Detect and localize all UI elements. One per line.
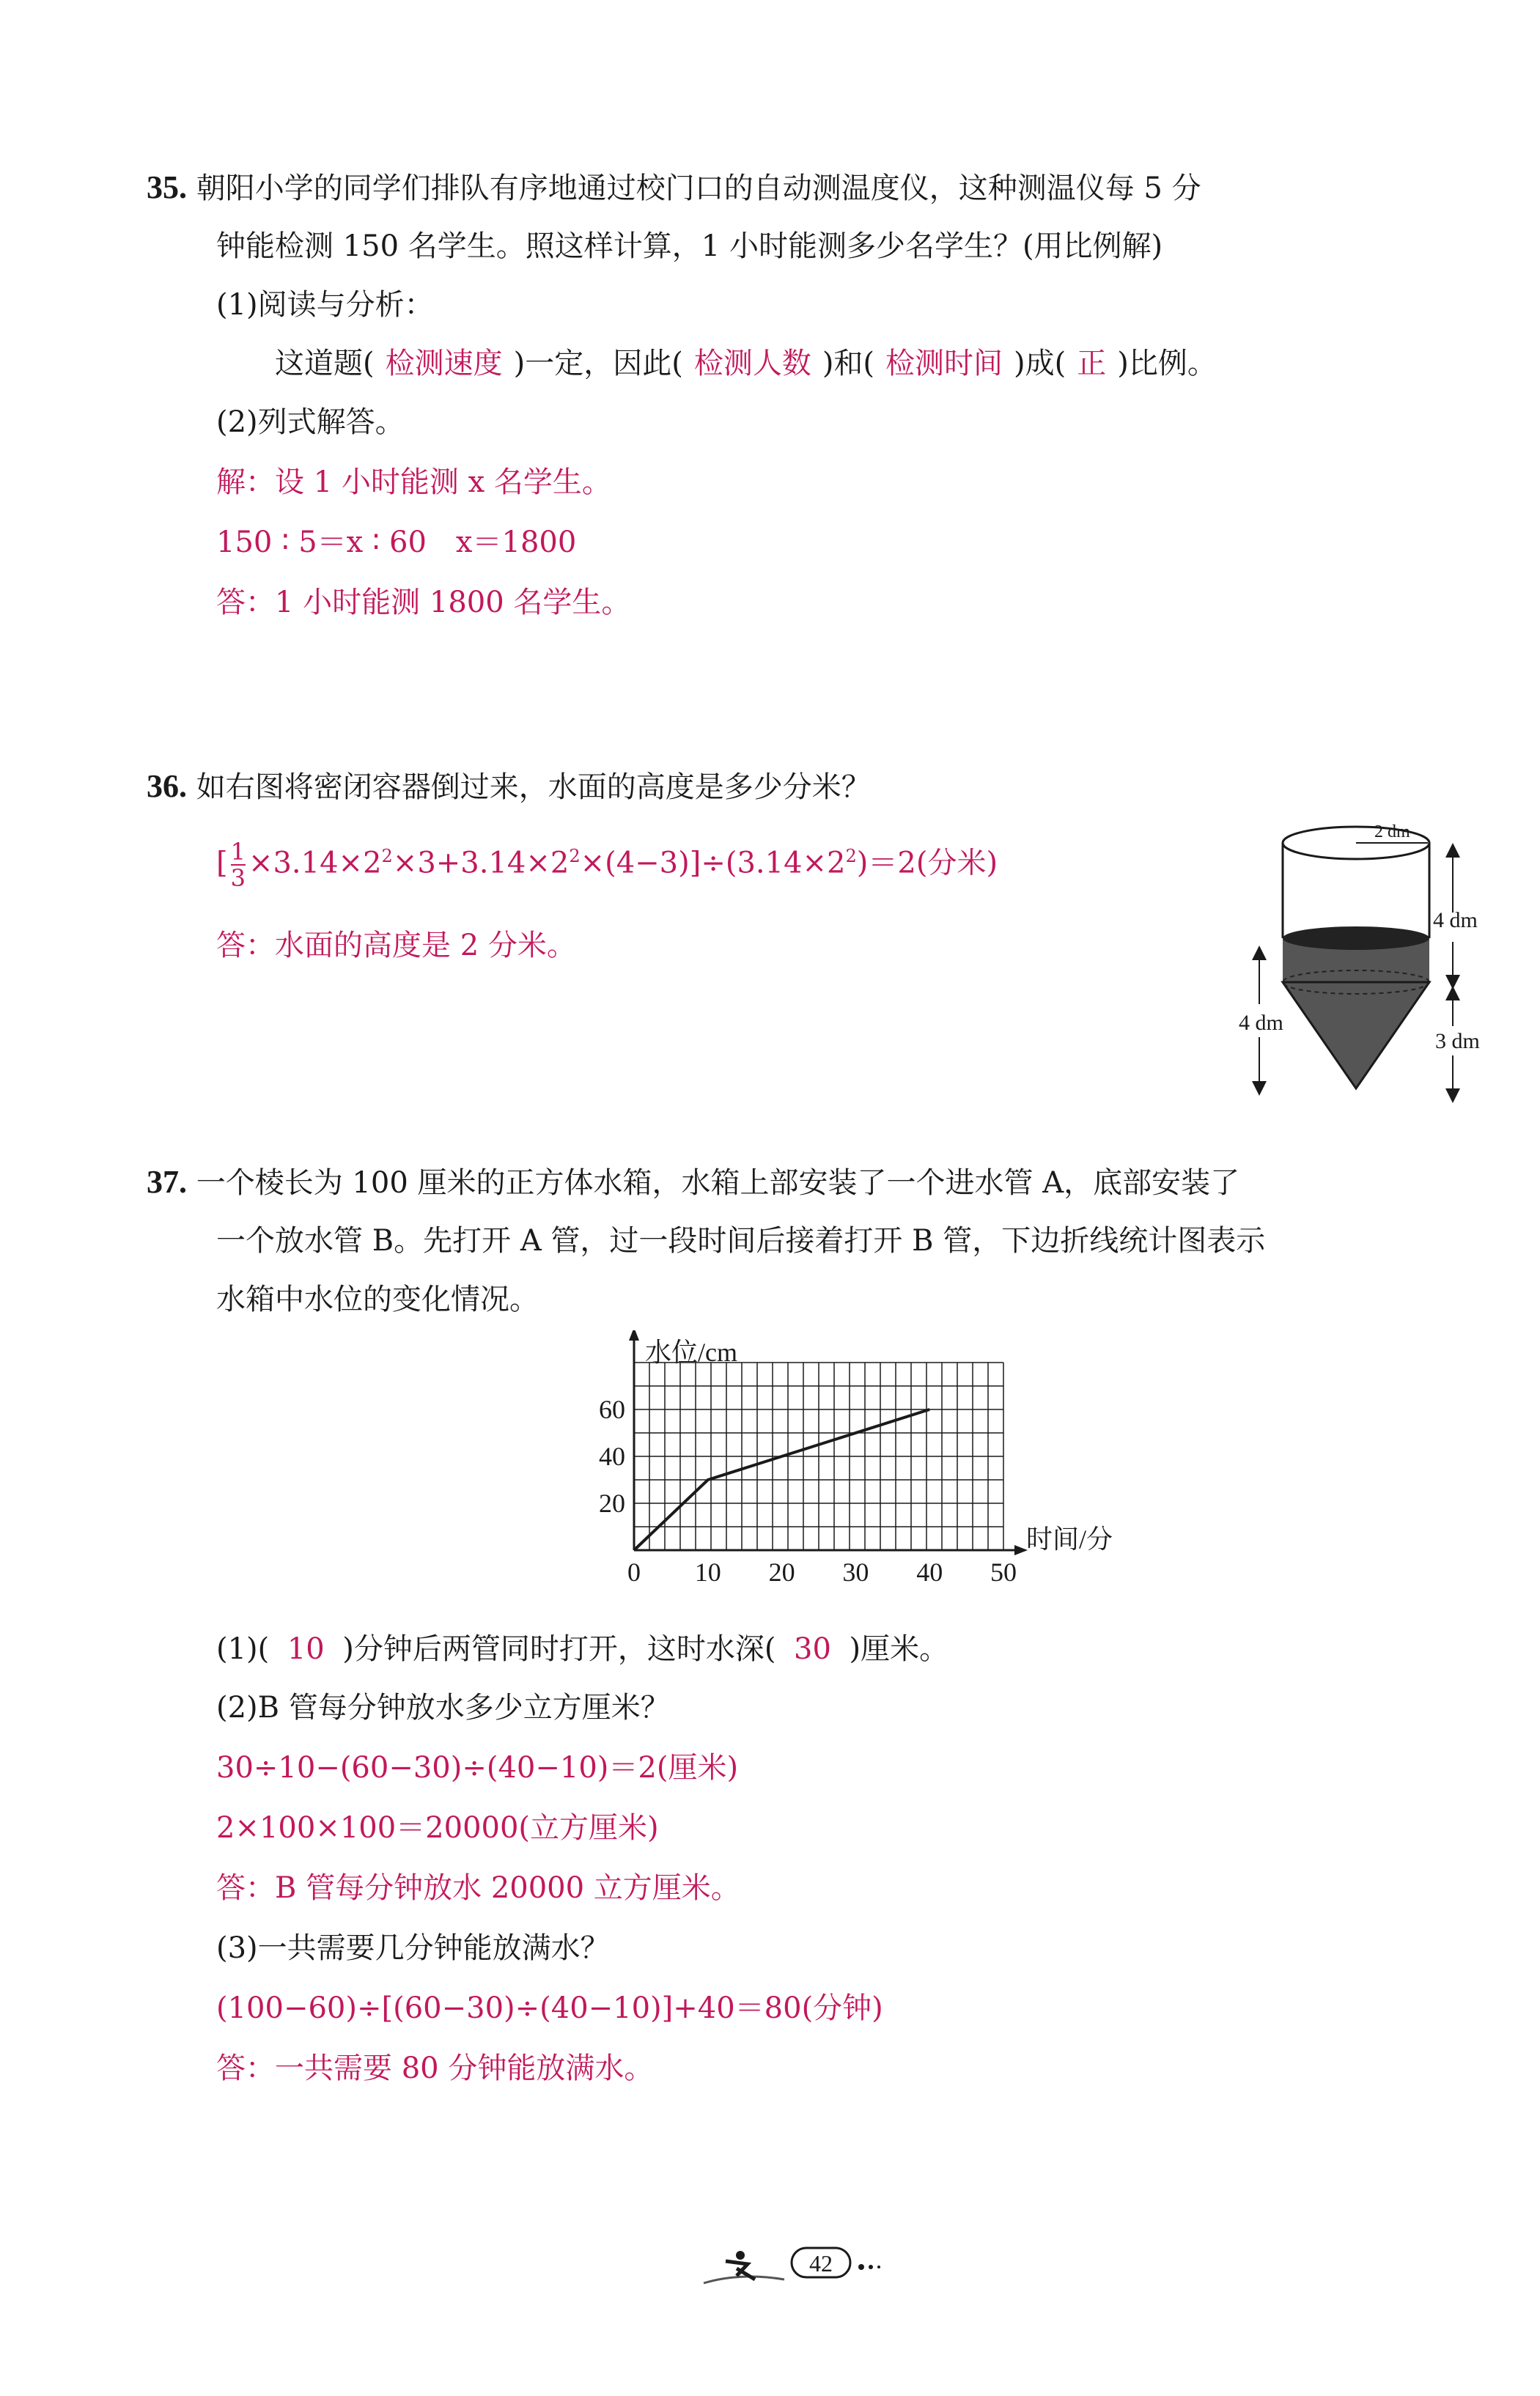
x-tick-label: 0 [627, 1558, 641, 1587]
q35-blank4: 正 [1077, 347, 1107, 380]
q35-fill-in [275, 343, 1217, 384]
q37-part2-label: (2)B 管每分钟放水多少立方厘米？ [216, 1691, 670, 1725]
fraction-denominator: 3 [230, 864, 246, 893]
q35-fill-mid3: )成( [1014, 347, 1066, 380]
formula-exp1: 2 [381, 846, 393, 866]
q37-part3-answer1: (100−60)÷[(60−30)÷(40−10)]+40＝80(分钟) [216, 1991, 883, 2025]
bottom-dim-label: 3 dm [1435, 1029, 1480, 1053]
q37-part1-suffix: )厘米。 [849, 1632, 949, 1666]
q37-part2-answer1: 30÷10−(60−30)÷(40−10)＝2(厘米) [216, 1751, 739, 1785]
chart-xlabel: 时间/分 [1026, 1525, 1113, 1554]
chart-ylabel: 水位/cm [645, 1338, 737, 1367]
x-tick-label: 20 [768, 1558, 795, 1587]
q37-blank1: 10 [287, 1632, 325, 1666]
x-tick-label: 40 [916, 1558, 943, 1587]
runner-swoosh-icon [704, 2277, 784, 2283]
page-number: 42 [809, 2250, 833, 2277]
container-figure [1239, 806, 1517, 1114]
q35-fill-mid2: )和( [822, 347, 875, 380]
q35-line1 [147, 167, 1201, 209]
y-tick-label: 20 [599, 1489, 625, 1518]
q35-part2-label: (2)列式解答。 [216, 405, 405, 439]
page-footer [696, 2239, 916, 2298]
q36-number: 36. [147, 768, 187, 804]
cone [1283, 982, 1429, 1088]
q37-part1-mid: )分钟后两管同时打开，这时水深( [342, 1632, 776, 1666]
q35-blank1: 检测速度 [385, 347, 503, 380]
q35-answer-line1: 解：设 1 小时能测 x 名学生。 [216, 465, 611, 499]
q35-fill-mid1: )一定，因此( [513, 347, 683, 380]
dot-icon [858, 2264, 864, 2270]
q37-text-line1: 一个棱长为 100 厘米的正方体水箱，水箱上部安装了一个进水管 A，底部安装了 [196, 1166, 1240, 1200]
q37-part3-label: (3)一共需要几分钟能放满水？ [216, 1931, 610, 1965]
q37-number: 37. [147, 1164, 187, 1200]
q35-fill-suffix: )比例。 [1117, 347, 1217, 380]
top-dim-label: 4 dm [1433, 908, 1478, 932]
radius-label: 2 dm [1374, 822, 1410, 841]
formula-exp2: 2 [569, 846, 581, 866]
water-level-chart [557, 1330, 1143, 1623]
q37-text-line2: 一个放水管 B。先打开 A 管，过一段时间后接着打开 B 管，下边折线统计图表示 [216, 1224, 1266, 1258]
q35-blank2: 检测人数 [693, 347, 811, 380]
q37-line1 [147, 1162, 1239, 1203]
formula-part4: )＝2(分米) [856, 846, 998, 880]
left-dim-label: 4 dm [1239, 1011, 1283, 1035]
formula-exp3: 2 [845, 846, 857, 866]
runner-icon [736, 2251, 745, 2260]
q35-fill-prefix: 这道题( [275, 347, 375, 380]
q37-text-line3: 水箱中水位的变化情况。 [216, 1283, 539, 1316]
q35-blank3: 检测时间 [885, 347, 1003, 380]
q36-formula [216, 836, 998, 891]
q37-blank2: 30 [794, 1632, 831, 1666]
q35-answer-line2: 150 ∶ 5＝x ∶ 60 x＝1800 [216, 526, 577, 559]
formula-part1: ×3.14×2 [248, 846, 382, 880]
q35-part1-label: (1)阅读与分析： [216, 288, 434, 322]
q35-text-line1: 朝阳小学的同学们排队有序地通过校门口的自动测温度仪，这种测温仪每 5 分 [196, 172, 1201, 205]
formula-part2: ×3+3.14×2 [392, 846, 570, 880]
x-tick-label: 50 [990, 1558, 1017, 1587]
fraction-one-third [231, 839, 246, 891]
y-tick-label: 40 [599, 1442, 625, 1471]
formula-open: [ [216, 846, 228, 880]
q35-text-line2: 钟能检测 150 名学生。照这样计算，1 小时能测多少名学生？(用比例解) [216, 229, 1163, 263]
q37-part2-answer3: 答：B 管每分钟放水 20000 立方厘米。 [216, 1871, 740, 1905]
dot-icon [869, 2265, 873, 2269]
formula-part3: ×(4−3)]÷(3.14×2 [580, 846, 846, 880]
x-tick-label: 10 [694, 1558, 721, 1587]
q35-answer-line3: 答：1 小时能测 1800 名学生。 [216, 586, 631, 619]
water-surface [1283, 926, 1429, 950]
y-tick-label: 60 [599, 1395, 625, 1424]
q36-text: 如右图将密闭容器倒过来，水面的高度是多少分米？ [196, 770, 871, 804]
fraction-numerator: 1 [230, 838, 246, 866]
chart-grid [634, 1363, 1003, 1550]
q37-part3-answer2: 答：一共需要 80 分钟能放满水。 [216, 2052, 654, 2085]
chart-ticks [599, 1395, 1017, 1587]
q37-part1 [216, 1629, 948, 1670]
q37-part1-prefix: (1)( [216, 1632, 270, 1666]
x-tick-label: 30 [842, 1558, 869, 1587]
q37-part2-answer2: 2×100×100＝20000(立方厘米) [216, 1811, 659, 1845]
y-axis-arrow-icon [629, 1330, 639, 1341]
q36-answer: 答：水面的高度是 2 分米。 [216, 929, 576, 962]
dot-icon [877, 2266, 880, 2268]
q35-number: 35. [147, 169, 187, 205]
q36-line [147, 766, 871, 808]
